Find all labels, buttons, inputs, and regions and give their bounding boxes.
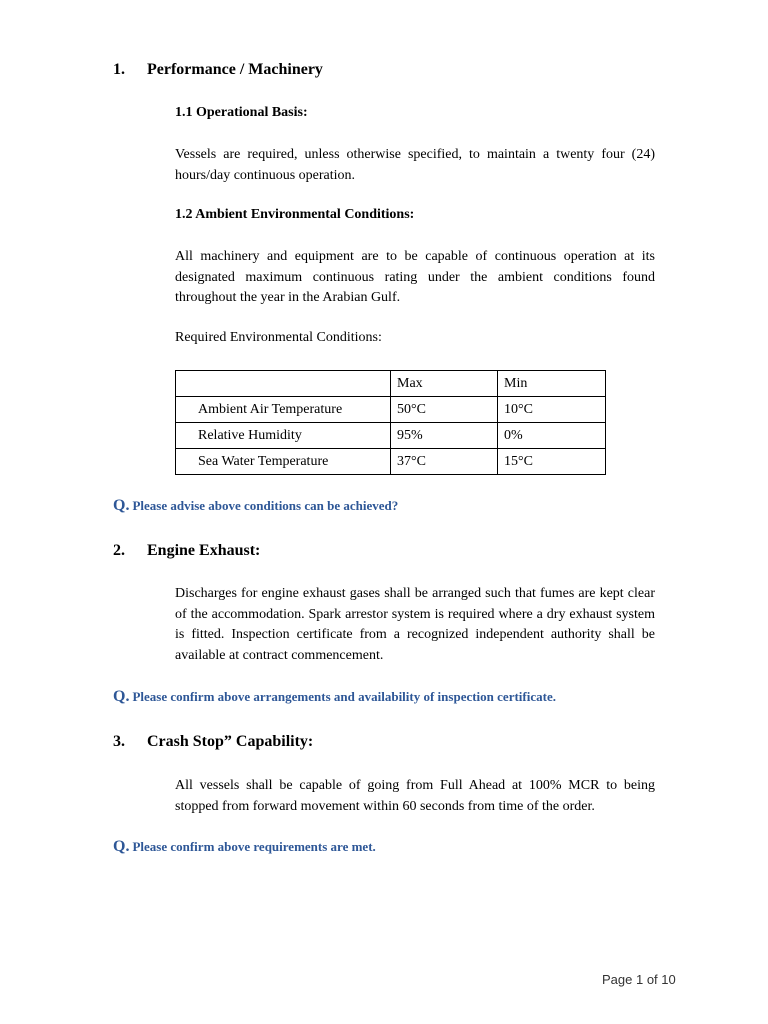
section-number: 2.: [113, 542, 125, 559]
question-1: [113, 497, 398, 515]
section-number: 3.: [113, 733, 125, 750]
table-header-row: [176, 371, 606, 397]
question-text: Please confirm above arrangements and availability of inspection certificate.: [132, 689, 556, 704]
table-cell: Sea Water Temperature: [176, 449, 391, 475]
table-row: [176, 397, 606, 423]
section-number: 1.: [113, 61, 125, 78]
question-marker: Q.: [113, 688, 130, 705]
table-cell: 95%: [391, 423, 498, 449]
question-2: [113, 688, 556, 706]
question-marker: Q.: [113, 838, 130, 855]
table-row: [176, 449, 606, 475]
table-header-cell: Min: [498, 371, 606, 397]
question-text: Please advise above conditions can be achieved?: [132, 498, 399, 513]
subsection-1-2-text: All machinery and equipment are to be capable of continuous operation at its designated maximum continuous rating under the ambient conditions found throughout the year in the Arabian Gulf.: [175, 249, 655, 305]
environmental-conditions-table: [175, 370, 606, 475]
table-cell: 15°C: [498, 449, 606, 475]
table-row: [176, 423, 606, 449]
table-cell: 10°C: [498, 397, 606, 423]
subsection-1-1-title: 1.1 Operational Basis:: [175, 105, 308, 120]
subsection-1-1-text: Vessels are required, unless otherwise specified, to maintain a twenty four (24) hours/day continuous operation.: [175, 147, 655, 183]
question-text: Please confirm above requirements are met.: [132, 839, 376, 854]
section-title: Engine Exhaust:: [147, 542, 261, 559]
table-header-cell: Max: [391, 371, 498, 397]
page-number: Page 1 of 10: [602, 972, 676, 987]
table-header-cell: [176, 371, 391, 397]
section-3-text: All vessels shall be capable of going from Full Ahead at 100% MCR to being stopped from forward movement within 60 seconds from time of the order.: [175, 778, 655, 814]
table-cell: Ambient Air Temperature: [176, 397, 391, 423]
section-title: Performance / Machinery: [147, 61, 323, 78]
table-cell: Relative Humidity: [176, 423, 391, 449]
table-cell: 0%: [498, 423, 606, 449]
table-caption: Required Environmental Conditions:: [175, 330, 382, 345]
subsection-1-2-title: 1.2 Ambient Environmental Conditions:: [175, 207, 415, 222]
question-marker: Q.: [113, 497, 130, 514]
section-2-text: Discharges for engine exhaust gases shall be arranged such that fumes are kept clear of the accommodation. Spark arrestor system is required where a dry exhaust system is fitted. Inspection certificate from a recognized independent authority shall be available at contract commencement.: [175, 586, 655, 663]
table-cell: 37°C: [391, 449, 498, 475]
section-title: Crash Stop” Capability:: [147, 733, 314, 750]
question-3: [113, 838, 376, 856]
table-cell: 50°C: [391, 397, 498, 423]
